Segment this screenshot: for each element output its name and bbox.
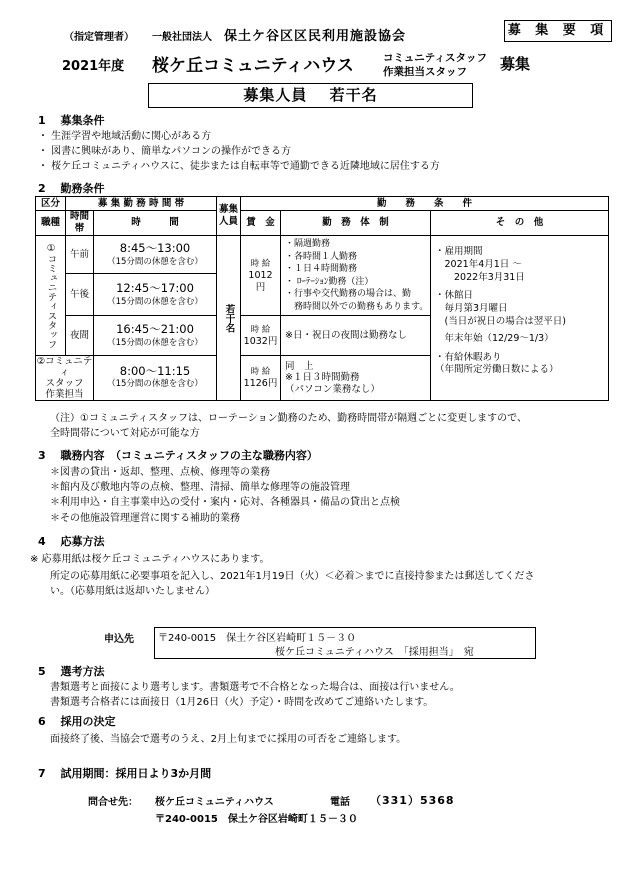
section4-heading: 4 応募方法 — [38, 535, 105, 548]
slot-pm: 午後 — [66, 274, 94, 316]
duty-item: ＊館内及び敷地内等の点検、整理、清掃、簡単な修理等の施設管理 — [50, 482, 350, 493]
apply-line1: ※ 応募用紙は桜ケ丘コミュニティハウスにあります。 — [30, 554, 270, 565]
header-wage: 賃 金 — [241, 211, 281, 236]
section1-heading: 1 募集条件 — [38, 114, 105, 127]
section7-heading: 7 試用期間：採用日より3か月間 — [38, 767, 212, 780]
wage2: 時 給 1032円 — [241, 316, 281, 356]
time-pm: 12:45～17:00 （15分間の休憩を含む） — [94, 274, 217, 316]
contact-phone-label: 電話 — [330, 797, 350, 808]
wage1: 時 給 1012 円 — [241, 236, 281, 316]
taisei2: ※日・祝日の夜間は勤務なし — [281, 316, 431, 356]
header-jikanwaku: 時間帯 — [66, 211, 94, 236]
apply-to-label: 申込先 — [104, 634, 134, 645]
section1-item: ・ 図書に興味があり、簡単なパソコンの操作ができる方 — [38, 146, 291, 157]
duty-item: ＊その他施設管理運営に関する補助的業務 — [50, 513, 240, 524]
org-type: 一般社団法人 — [152, 32, 212, 43]
role-line2: 作業担当スタッフ — [383, 66, 467, 78]
page-title: 募集人員 若干名 — [148, 83, 473, 108]
apply-address-line2: 桜ケ丘コミュニティハウス 「採用担当」 宛 — [275, 647, 474, 658]
section3-heading: 3 職務内容 （コミュニティスタッフの主な職務内容） — [38, 449, 318, 462]
apply-line2: 所定の応募用紙に必要事項を記入し、2021年1月19日（火）＜必着＞までに直接持参または郵送してくださ — [50, 571, 535, 582]
slot-am: 午前 — [66, 236, 94, 274]
header-work-conditions: 勤 務 条 件 — [241, 197, 609, 211]
other-conditions: ・雇用期間 2021年4月1日 ～ 2022年3月31日 ・休館日 毎月第3月曜日 (当日が祝日の場合は翌平日) 年末年始（12/29～1/3） ・有給休暇あり （年間所定労働日数による） — [431, 236, 609, 401]
header-other: そ の 他 — [431, 211, 609, 236]
apply-address-box — [154, 627, 536, 659]
wage3: 時 給 1126円 — [241, 356, 281, 401]
facility-name: 桜ケ丘コミュニティハウス — [152, 56, 354, 76]
header-taisei: 勤 務 体 制 — [281, 211, 431, 236]
apply-line3: い。（応募用紙は返却いたしません） — [50, 586, 215, 597]
taisei1: ・隔週勤務 ・各時間１人勤務 ・１日４時間勤務 ・ ﾛｰﾃｰｼｮﾝ勤務（注） ・行事や交代勤務の場合は、勤 務時間以外での勤務もあります。 — [281, 236, 431, 316]
contact-address: 〒240-0015 保土ケ谷区岩崎町１５－３０ — [155, 814, 358, 825]
taisei3: 同 上 ※１日３時間勤務 （パソコン業務なし） — [281, 356, 431, 401]
note-line2: 全時間帯について対応が可能な方 — [50, 428, 200, 439]
work-conditions-table — [35, 196, 609, 401]
recruit-label: 募集 — [500, 55, 531, 73]
contact-name: 桜ケ丘コミュニティハウス — [155, 797, 274, 808]
header-jikan: 時 間 — [94, 211, 217, 236]
time-am: 8:45～13:00 （15分間の休憩を含む） — [94, 236, 217, 274]
header-shift-slots: 募 集 勤 務 時 間 帯 — [66, 197, 217, 211]
section2-heading: 2 勤務条件 — [38, 182, 105, 195]
note-line1: （注）①コミュニティスタッフは、ローテーション勤務のため、勤務時間帯が隔週ごとに変更しますので、 — [50, 413, 527, 424]
duty-item: ＊利用申込・自主事業申込の受付・案内・応対、各種器具・備品の貸出と点検 — [50, 497, 400, 508]
org-name: 保土ケ谷区区民利用施設協会 — [224, 29, 407, 44]
people-cell: 若干名 — [217, 236, 241, 401]
time-night: 16:45～21:00 （15分間の休憩を含む） — [94, 316, 217, 356]
role-line1: コミュニティスタッフ — [383, 52, 487, 64]
time-role2: 8:00～11:15 （15分間の休憩を含む） — [94, 356, 217, 401]
selection-line2: 書類選考合格者には面接日（1月26日（火）予定）・時間を改めてご連絡いたします。 — [50, 697, 434, 708]
role2-cell: ②コミュニティ スタッフ 作業担当 — [36, 356, 93, 400]
apply-address-line1: 〒240-0015 保土ケ谷区岩崎町１５－３０ — [158, 633, 357, 644]
duty-item: ＊図書の貸出・返却、整理、点検、修理等の業務 — [50, 467, 270, 478]
selection-line1: 書類選考と面接により選考します。書類選考で不合格となった場合は、面接は行いません。 — [50, 682, 460, 693]
contact-label: 問合せ先： — [88, 797, 138, 808]
header-kubun: 区分 — [36, 197, 66, 211]
section6-heading: 6 採用の決定 — [38, 715, 116, 728]
section1-item: ・ 生涯学習や地域活動に関心がある方 — [38, 131, 212, 142]
slot-night: 夜間 — [66, 316, 94, 356]
header-boshu: 募集 人員 — [217, 197, 241, 236]
decision-line1: 面接終了後、当協会で選考のうえ、2月上旬までに採用の可否をご連絡します。 — [50, 734, 407, 745]
org-prefix: （指定管理者） — [64, 32, 134, 43]
role1-cell: ①コミュニティスタッフ — [36, 236, 66, 356]
fiscal-year: 2021年度 — [62, 59, 125, 74]
header-shokushu: 職種 — [36, 211, 66, 236]
contact-phone: （331）5368 — [370, 794, 455, 807]
section5-heading: 5 選考方法 — [38, 665, 105, 678]
recruitment-label-box: 募 集 要 項 — [504, 20, 612, 42]
section1-item: ・ 桜ケ丘コミュニティハウスに、徒歩または自転車等で通勤できる近隣地域に居住する方 — [38, 161, 440, 172]
